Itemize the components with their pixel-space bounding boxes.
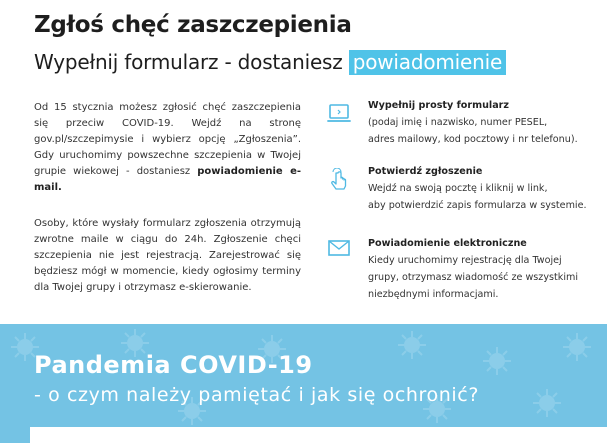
step-confirm-line: Wejdź na swoją pocztę i kliknij w link, [368, 183, 548, 194]
page-title: Zgłoś chęć zaszczepienia [34, 12, 352, 38]
covid-banner [0, 324, 607, 443]
step-fill-form-title: Wypełnij prosty formularz [368, 100, 509, 111]
banner-subtitle: - o czym należy pamiętać i jak się ochronić? [34, 384, 480, 406]
step-confirm [368, 163, 603, 214]
step-confirm-title: Potwierdź zgłoszenie [368, 166, 483, 177]
step-notification-line: grupy, otrzymasz wiadomość ze wszystkimi [368, 272, 579, 283]
subtitle-highlight: powiadomienie [349, 50, 506, 75]
step-confirm-line: aby potwierdzić zapis formularza w systemie. [368, 200, 587, 211]
intro-paragraph-1-text: Od 15 stycznia możesz zgłosić chęć zaszczepienia się przeciw COVID-19. Wejdź na stronę gov.pl/szczepimysie i wybierz opcję „Zgłoszenia”. Gdy uruchomimy powszechne szczepienia w Twojej grupie wiekowej - dostaniesz [34, 102, 301, 177]
virus-icon [530, 386, 564, 420]
intro-paragraph-2: Osoby, które wysłały formularz zgłoszenia otrzymują zwrotne maile w ciągu do 24h. Zgłoszenie chęci szczepienia nie jest rejestracją. Zarejestrować się będziesz mógł w momencie, kiedy ogłosimy terminy dla Twojej grupy i otrzymasz e-skierowanie. [34, 218, 301, 293]
virus-icon [395, 328, 429, 362]
intro-paragraph-1-bold: powiadomienie e-mail. [34, 166, 301, 193]
intro-paragraph-1 [34, 100, 301, 196]
virus-icon [480, 344, 514, 378]
subtitle-text: Wypełnij formularz - dostaniesz [34, 50, 349, 74]
step-fill-form [368, 97, 603, 148]
laptop-icon [326, 101, 352, 127]
banner-title: Pandemia COVID-19 [34, 351, 313, 379]
step-notification-line: niezbędnymi informacjami. [368, 289, 499, 300]
step-fill-form-line: adres mailowy, kod pocztowy i nr telefonu). [368, 134, 578, 145]
hand-pointer-icon [326, 168, 352, 194]
intro-text [34, 100, 301, 316]
virus-icon [560, 330, 594, 364]
banner-content-card [30, 427, 607, 443]
step-fill-form-line: (podaj imię i nazwisko, numer PESEL, [368, 117, 548, 128]
step-notification-line: Kiedy uruchomimy rejestrację dla Twojej [368, 255, 562, 266]
step-notification [368, 235, 603, 303]
step-notification-title: Powiadomienie elektroniczne [368, 238, 527, 249]
page-subtitle [34, 50, 506, 74]
envelope-icon [326, 235, 352, 261]
